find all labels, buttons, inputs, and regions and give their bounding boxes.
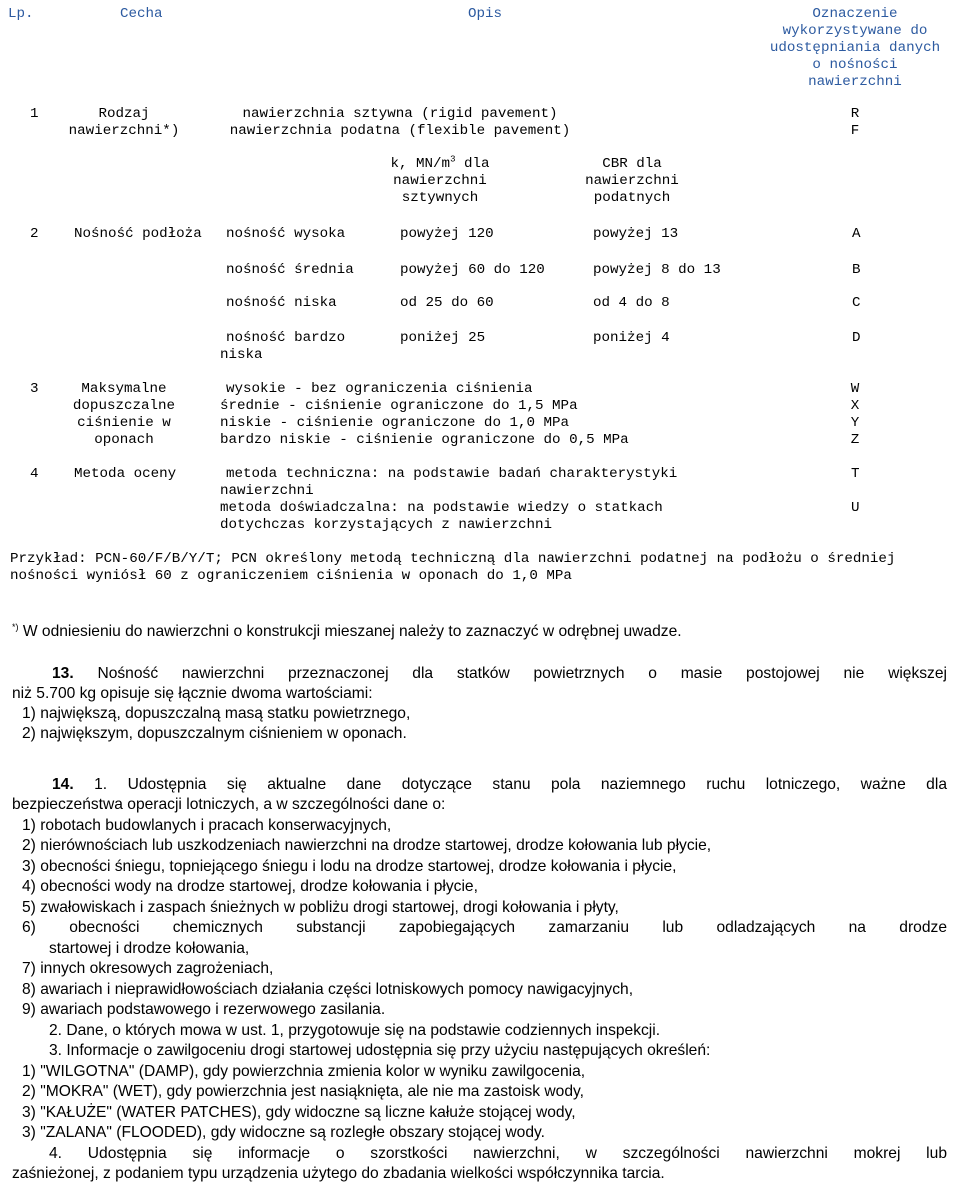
row4-code-u: U [851,500,860,516]
par14-item-8: 8) awariach i nieprawidłowościach działania części lotniskowych pomocy nawigacyjnych, [22,980,634,998]
row2-cbr-1: powyżej 8 do 13 [593,262,721,278]
par14-item-1: 1) robotach budowlanych i pracach konserwacyjnych, [22,816,392,834]
par14-item-7: 7) innych okresowych zagrożeniach, [22,960,274,977]
par14-item-5: 5) zwałowiskach i zaspach śnieżnych w pobliżu drogi startowej, drogi kołowania i płyty, [22,898,619,916]
par14-ust3-item-2: 2) "MOKRA" (WET), gdy powierzchnia jest nasiąknięta, ale nie ma zastoisk wody, [22,1083,584,1100]
row3-cecha: Maksymalne dopuszczalne ciśnienie w oponach [72,381,176,448]
par14-ust2: 2. Dane, o których mowa w ust. 1, przygotowuje się na podstawie codziennych inspekcji. [49,1021,661,1039]
row3-opis: wysokie - bez ograniczenia ciśnienia średnie - ciśnienie ograniczone do 1,5 MPa niskie - ciśnienie ograniczone do 1,0 MPa bardzo niskie - ciśnienie ograniczone do 0,5 MPa [220,381,629,448]
row2-code-3: D [852,330,861,346]
row1-lp: 1 [30,106,39,122]
par13-item-2: 2) największym, dopuszczalnym ciśnieniem w oponach. [22,725,407,742]
par14-ust3-item-4: 3) "ZALANA" (FLOODED), gdy widoczne są rozległe obszary stojącej wody. [22,1124,545,1141]
table-example: Przykład: PCN-60/F/B/Y/T; PCN określony metodą techniczną dla nawierzchni podatnej na podłożu o średniej nośności wyniósł 60 z ograniczeniem ciśnienia w oponach do 1,0 MPa [10,551,896,584]
par14-item-4: 4) obecności wody na drodze startowej, drodze kołowania i płycie, [22,878,478,895]
row2-opis-1: nośność średnia [226,262,354,278]
subheader-k: k, $MN/m^3$ dla nawierzchni sztywnych [390,154,490,206]
row1-codes: R F [850,106,860,139]
paragraph-14 [12,775,947,1185]
par13-line2: niż 5.700 kg opisuje się łącznie dwoma wartościami: [12,685,373,702]
row1-cecha: Rodzaj nawierzchni*) [68,106,180,139]
header-opis: Opis [468,6,503,22]
row2-k-2: od 25 do 60 [400,295,494,311]
row2-code-0: A [852,226,861,242]
row2-k-0: powyżej 120 [400,226,494,242]
par14-sub1: 1. [94,776,108,793]
footnote-mark: *) [12,621,19,632]
par14-item-6-line1: 6) obecności chemicznych substancji zapobiegających zamarzaniu lub odladzających na drodze [22,919,947,936]
par14-item-3: 3) obecności śniegu, topniejącego śniegu i lodu na drodze startowej, drodze kołowania i płycie, [22,857,677,875]
par14-item-2: 2) nierównościach lub uszkodzeniach nawierzchni na drodze startowej, drodze kołowania lub płycie, [22,837,712,854]
par14-line2: bezpieczeństwa operacji lotniczych, a w szczególności dane o: [12,796,446,813]
header-oznaczenie: Oznaczenie wykorzystywane do udostępniania danych o nośności nawierzchni [769,6,941,90]
row3-lp: 3 [30,381,39,397]
row1-opis: nawierzchnia sztywna (rigid pavement) nawierzchnia podatna (flexible pavement) [229,106,571,139]
row2-opis-0: nośność wysoka [226,226,346,242]
par13-item-1: 1) największą, dopuszczalną masą statku powietrznego, [22,705,411,722]
footnote [12,622,682,642]
row2-opis-3: nośność bardzo niska [220,330,346,363]
row4-code-t: T [851,466,860,482]
row2-lp: 2 [30,226,39,242]
par14-number: 14. [52,776,74,793]
row2-cbr-0: powyżej 13 [593,226,679,242]
par14-ust3-item-1: 1) "WILGOTNA" (DAMP), gdy powierzchnia zmienia kolor w wyniku zawilgocenia, [22,1062,586,1080]
row4-lp: 4 [30,466,39,482]
par14-ust4-line2: zaśnieżonej, z podaniem typu urządzenia użytego do zbadania wielkości współczynnika tarcia. [12,1165,665,1182]
row2-code-1: B [852,262,861,278]
row2-k-1: powyżej 60 do 120 [400,262,545,278]
footnote-text: W odniesieniu do nawierzchni o konstrukcji mieszanej należy to zaznaczyć w odrębnej uwadze. [22,623,682,640]
row2-cecha: Nośność podłoża [74,226,202,242]
row2-cbr-2: od 4 do 8 [593,295,670,311]
par13-number: 13. [52,665,74,682]
row2-code-2: C [852,295,861,311]
par14-item-9: 9) awariach podstawowego i rezerwowego zasilania. [22,1001,386,1018]
subheader-cbr: CBR dla nawierzchni podatnych [585,156,679,206]
row2-cbr-3: poniżej 4 [593,330,670,346]
par14-ust3-item-3: 3) "KAŁUŻE" (WATER PATCHES), gdy widoczne są liczne kałuże stojącej wody, [22,1103,576,1121]
par13-line1: Nośność nawierzchni przeznaczonej dla statków powietrznych o masie postojowej nie większej [97,665,947,682]
row4-cecha: Metoda oceny [74,466,177,482]
par14-item-6-line2: startowej i drodze kołowania, [49,939,250,957]
par14-ust4-line1: 4. Udostępnia się informacje o szorstkości nawierzchni, w szczególności nawierzchni mokrej lub [49,1144,947,1162]
row2-k-3: poniżej 25 [400,330,486,346]
par14-ust3: 3. Informacje o zawilgoceniu drogi startowej udostępnia się przy użyciu następujących określeń: [49,1042,711,1059]
row3-codes: W X Y Z [850,381,860,448]
row4-opis: metoda techniczna: na podstawie badań charakterystyki nawierzchni metoda doświadczalna: na podstawie wiedzy o statkach dotychczas korzystających z nawierzchni [220,466,678,533]
header-cecha: Cecha [120,6,163,22]
row2-opis-2: nośność niska [226,295,337,311]
header-lp: Lp. [8,6,34,22]
paragraph-13 [12,664,947,744]
par14-line1: Udostępnia się aktualne dane dotyczące stanu pola naziemnego ruchu lotniczego, ważne dla [127,776,947,793]
